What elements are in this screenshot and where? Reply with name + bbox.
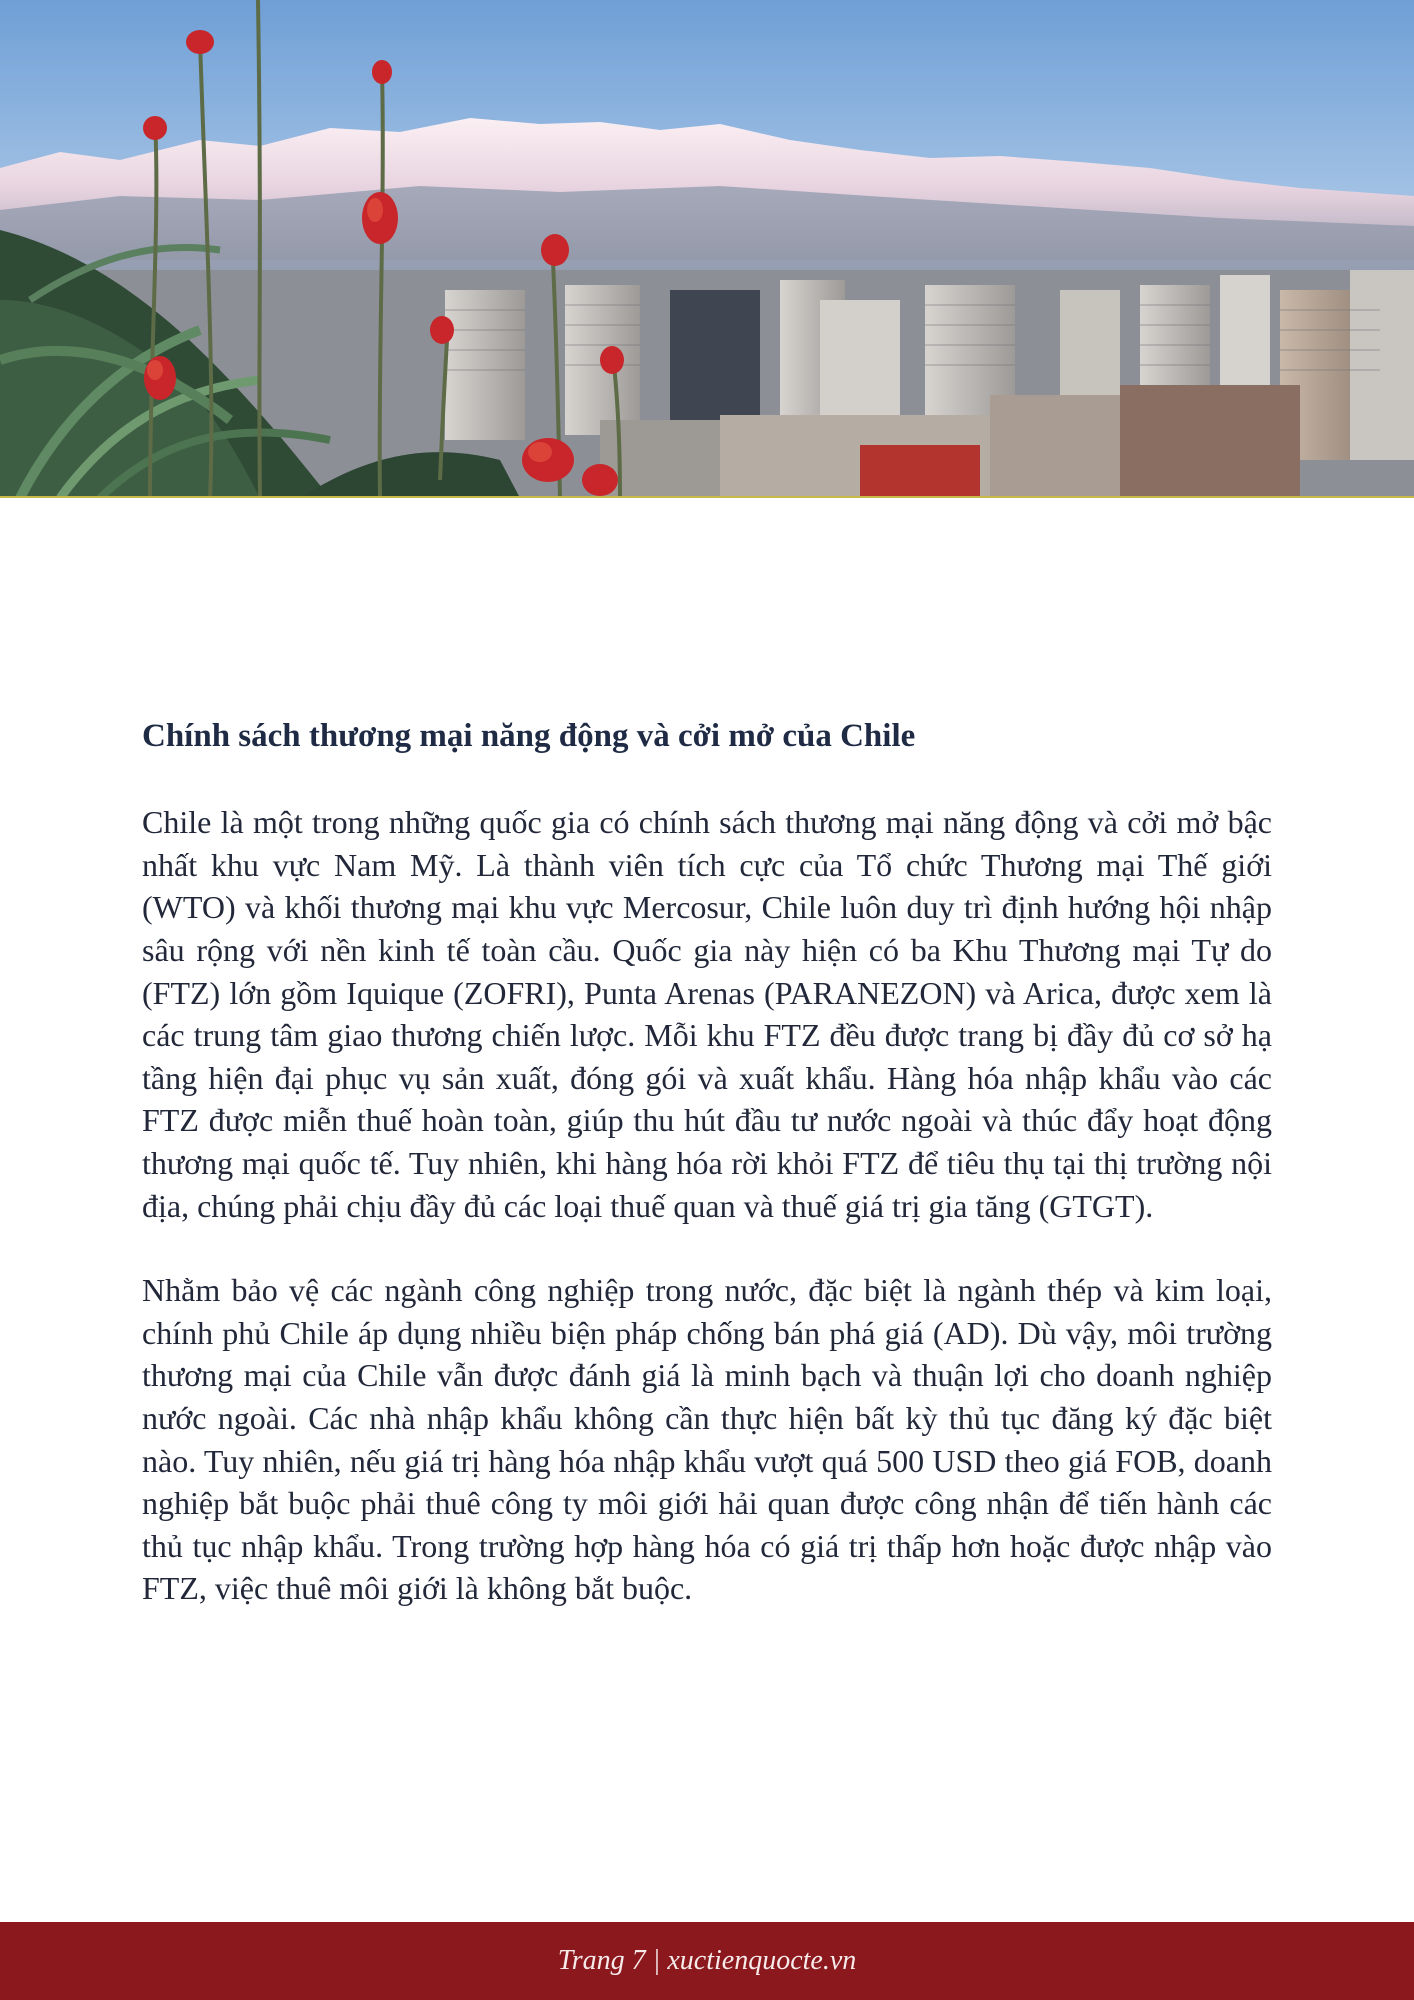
hero-image bbox=[0, 0, 1414, 498]
article-heading: Chính sách thương mại năng động và cởi mở của Chile bbox=[142, 718, 916, 754]
article-content bbox=[142, 716, 1272, 1652]
footer-page-info: Trang 7 | xuctienquocte.vn bbox=[557, 1945, 857, 1976]
page-footer bbox=[0, 1922, 1414, 2000]
article-paragraph-1: Chile là một trong những quốc gia có chính sách thương mại năng động và cởi mở bậc nhất khu vực Nam Mỹ. Là thành viên tích cực của Tổ chức Thương mại Thế giới (WTO) và khối thương mại khu vực Mercosur, Chile luôn duy trì định hướng hội nhập sâu rộng với nền kinh tế toàn cầu. Quốc gia này hiện có ba Khu Thương mại Tự do (FTZ) lớn gồm Iquique (ZOFRI), Punta Arenas (PARANEZON) và Arica, được xem là các trung tâm giao thương chiến lược. Mỗi khu FTZ đều được trang bị đầy đủ cơ sở hạ tầng hiện đại phục vụ sản xuất, đóng gói và xuất khẩu. Hàng hóa nhập khẩu vào các FTZ được miễn thuế hoàn toàn, giúp thu hút đầu tư nước ngoài và thúc đẩy hoạt động thương mại quốc tế. Tuy nhiên, khi hàng hóa rời khỏi FTZ để tiêu thụ tại thị trường nội địa, chúng phải chịu đầy đủ các loại thuế quan và thuế giá trị gia tăng (GTGT). bbox=[142, 804, 1272, 1224]
city-skyline-illustration bbox=[0, 0, 1414, 498]
article-paragraph-2: Nhằm bảo vệ các ngành công nghiệp trong nước, đặc biệt là ngành thép và kim loại, chính phủ Chile áp dụng nhiều biện pháp chống bán phá giá (AD). Dù vậy, môi trường thương mại của Chile vẫn được đánh giá là minh bạch và thuận lợi cho doanh nghiệp nước ngoài. Các nhà nhập khẩu không cần thực hiện bất kỳ thủ tục đăng ký đặc biệt nào. Tuy nhiên, nếu giá trị hàng hóa nhập khẩu vượt quá 500 USD theo giá FOB, doanh nghiệp bắt buộc phải thuê công ty môi giới hải quan được công nhận để tiến hành các thủ tục nhập khẩu. Trong trường hợp hàng hóa có giá trị thấp hơn hoặc được nhập vào FTZ, việc thuê môi giới là không bắt buộc. bbox=[142, 1272, 1272, 1607]
